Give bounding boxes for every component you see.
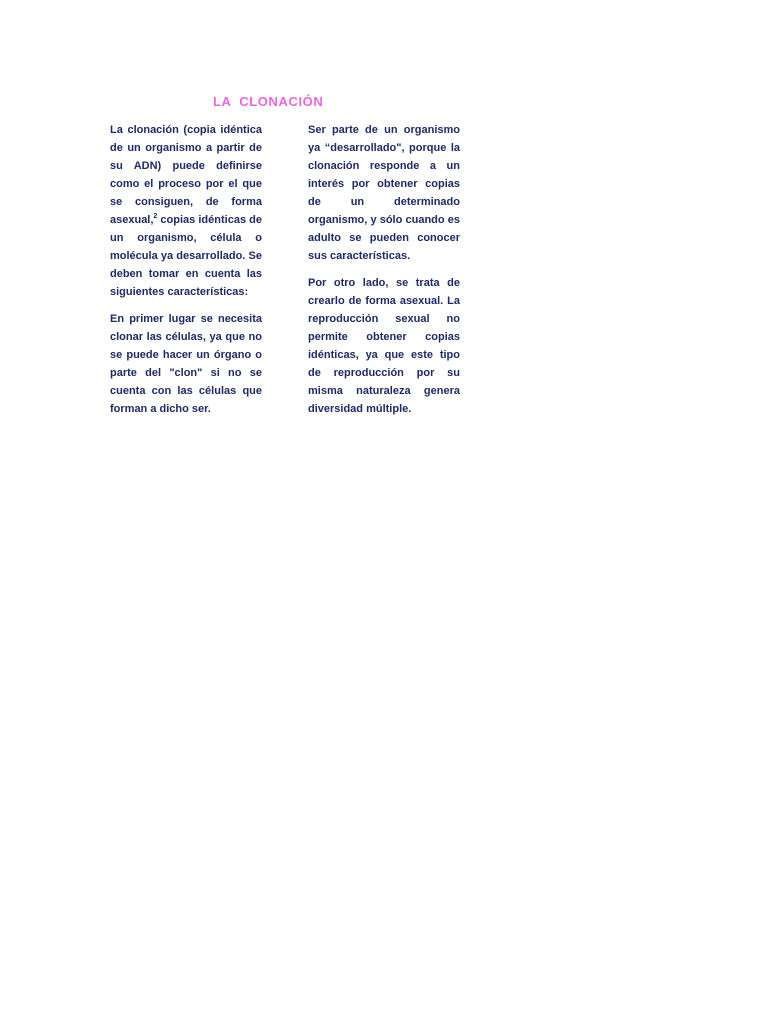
document-title: LA CLONACIÓN [213,94,324,109]
paragraph-definition [110,121,262,301]
paragraph-developed-organism: Ser parte de un organismo ya “desarrollado", porque la clonación responde a un interés por obtener copias de un determinado organismo, y sólo cuando es adulto se pueden conocer sus características. [308,124,460,262]
paragraph-first-requirement: En primer lugar se necesita clonar las células, ya que no se puede hacer un órgano o parte del "clon" si no se cuenta con las células que forman a dicho ser. [110,313,262,415]
paragraph-definition-text-b: copias idénticas de un organismo, célula o molécula ya desarrollado. Se deben tomar en cuenta las siguientes características: [110,214,262,298]
left-column [110,121,262,427]
paragraph-definition-text-a: La clonación (copia idéntica de un organismo a partir de su ADN) puede definirse como el proceso por el que se consiguen, de forma asexual, [110,124,262,226]
footnote-reference: 2 [153,213,158,220]
paragraph-asexual-form: Por otro lado, se trata de crearlo de forma asexual. La reproducción sexual no permite obtener copias idénticas, ya que este tipo de reproducción por su misma naturaleza genera diversidad múltiple. [308,277,460,415]
right-column [308,121,460,427]
